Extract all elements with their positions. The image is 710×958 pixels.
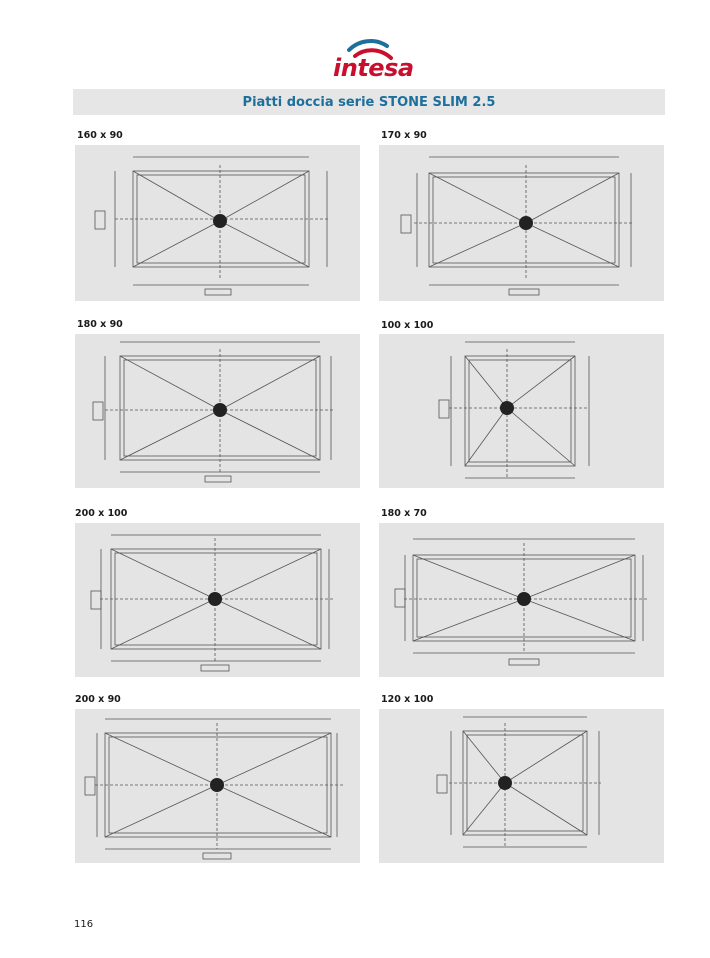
drawing-panel-200x100 — [75, 523, 360, 677]
page-number: 116 — [74, 919, 94, 930]
drawing-panel-120x100 — [379, 709, 664, 863]
drawing-label: 180 x 70 — [381, 508, 427, 519]
drawing-panel-100x100 — [379, 334, 664, 488]
drawing-panel-180x70 — [379, 523, 664, 677]
shower-tray-drawing — [75, 523, 360, 677]
drawing-label: 160 x 90 — [77, 130, 123, 141]
drawing-label: 100 x 100 — [381, 320, 434, 331]
drawing-panel-160x90 — [75, 145, 360, 301]
shower-tray-drawing — [75, 334, 360, 488]
title-bar — [73, 89, 665, 115]
drawing-panel-170x90 — [379, 145, 664, 301]
shower-tray-drawing — [379, 334, 664, 488]
drawing-label: 200 x 90 — [75, 694, 121, 705]
brand-name: intesa — [333, 54, 414, 82]
drawing-label: 120 x 100 — [381, 694, 434, 705]
shower-tray-drawing — [379, 709, 664, 863]
drawing-panel-180x90 — [75, 334, 360, 488]
shower-tray-drawing — [379, 523, 664, 677]
drawing-label: 180 x 90 — [77, 319, 123, 330]
shower-tray-drawing — [75, 709, 360, 863]
drawing-panel-200x90 — [75, 709, 360, 863]
page-title: Piatti doccia serie STONE SLIM 2.5 — [242, 94, 496, 110]
shower-tray-drawing — [75, 145, 360, 301]
shower-tray-drawing — [379, 145, 664, 301]
intesa-logo — [325, 36, 415, 82]
drawing-label: 170 x 90 — [381, 130, 427, 141]
drawing-label: 200 x 100 — [75, 508, 128, 519]
